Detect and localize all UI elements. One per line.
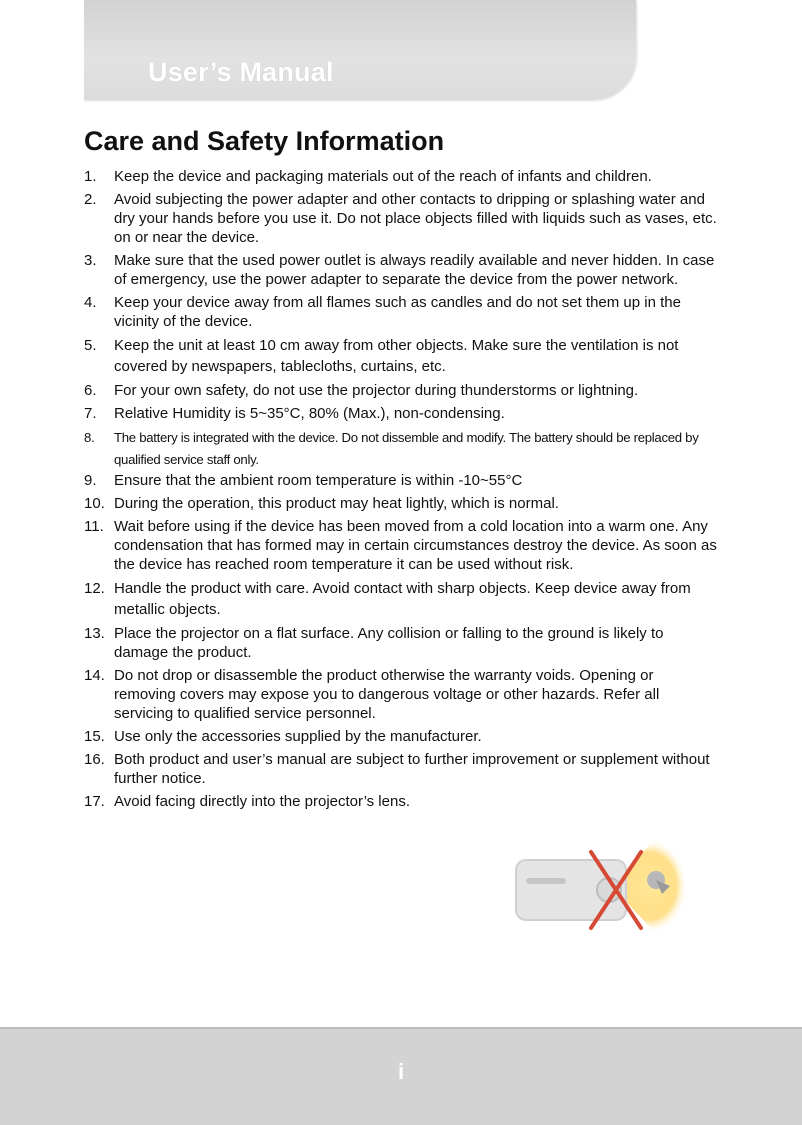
item-number: 11. — [84, 518, 104, 535]
item-number: 17. — [84, 793, 105, 810]
list-item — [84, 578, 718, 620]
item-text: Wait before using if the device has been moved from a cold location into a warm one. Any condensation that has formed may in certain circumstances destroy the device. As soon as the device has reached room temperature it can be used without risk. — [114, 518, 717, 573]
list-item — [84, 381, 718, 400]
list-item — [84, 471, 718, 490]
safety-list — [84, 167, 718, 815]
item-number: 1. — [84, 168, 97, 185]
list-item — [84, 167, 718, 186]
list-item — [84, 190, 718, 247]
item-text: During the operation, this product may heat lightly, which is normal. — [114, 495, 559, 512]
manual-title: User’s Manual — [148, 57, 334, 87]
item-number: 3. — [84, 252, 97, 269]
list-item — [84, 727, 718, 746]
list-item — [84, 494, 718, 513]
item-text: Handle the product with care. Avoid contact with sharp objects. Keep device away from metallic objects. — [114, 580, 691, 618]
page-footer — [0, 1027, 802, 1125]
item-number: 6. — [84, 382, 97, 399]
item-text: Keep your device away from all flames such as candles and do not set them up in the vicinity of the device. — [114, 294, 681, 330]
list-item — [84, 293, 718, 331]
item-text: Avoid facing directly into the projector’s lens. — [114, 793, 410, 810]
item-text: Avoid subjecting the power adapter and other contacts to dripping or splashing water and dry your hands before you use it. Do not place objects filled with liquids such as vases, etc. on or near the device. — [114, 191, 717, 246]
item-text: The battery is integrated with the device. Do not dissemble and modify. The battery should be replaced by qualified service staff only. — [114, 430, 699, 467]
item-number: 10. — [84, 495, 105, 512]
no-look-into-lens-icon — [506, 830, 690, 940]
item-number: 16. — [84, 751, 105, 768]
item-text: Place the projector on a flat surface. Any collision or falling to the ground is likely to damage the product. — [114, 625, 664, 661]
item-number: 8. — [84, 430, 95, 445]
item-text: Make sure that the used power outlet is always readily available and never hidden. In case of emergency, use the power adapter to separate the device from the power network. — [114, 252, 715, 288]
item-number: 15. — [84, 728, 105, 745]
item-text: For your own safety, do not use the projector during thunderstorms or lightning. — [114, 382, 639, 399]
list-item — [84, 792, 718, 811]
list-item — [84, 624, 718, 662]
item-number: 13. — [84, 625, 105, 642]
item-number: 9. — [84, 472, 97, 489]
item-text: Relative Humidity is 5~35°C, 80% (Max.), non-condensing. — [114, 405, 505, 422]
list-item — [84, 404, 718, 423]
list-item — [84, 251, 718, 289]
item-number: 12. — [84, 580, 105, 597]
item-text: Do not drop or disassemble the product otherwise the warranty voids. Opening or removing covers may expose you to dangerous voltage or other hazards. Refer all servicing to qualified service personnel. — [114, 667, 660, 722]
item-text: Both product and user’s manual are subject to further improvement or supplement without further notice. — [114, 751, 710, 787]
item-number: 4. — [84, 294, 97, 311]
page-number: i — [397, 1059, 405, 1084]
item-number: 2. — [84, 191, 97, 208]
list-item — [84, 335, 718, 377]
item-number: 5. — [84, 337, 97, 354]
list-item — [84, 750, 718, 788]
item-text: Keep the unit at least 10 cm away from other objects. Make sure the ventilation is not covered by newspapers, tablecloths, curtains, etc. — [114, 337, 679, 375]
list-item — [84, 517, 718, 574]
list-item — [84, 427, 718, 471]
page-title: Care and Safety Information — [84, 126, 445, 156]
item-number: 7. — [84, 405, 97, 422]
item-text: Use only the accessories supplied by the manufacturer. — [114, 728, 482, 745]
item-text: Keep the device and packaging materials out of the reach of infants and children. — [114, 168, 652, 185]
item-text: Ensure that the ambient room temperature is within -10~55°C — [114, 472, 523, 489]
list-item — [84, 666, 718, 723]
item-number: 14. — [84, 667, 105, 684]
